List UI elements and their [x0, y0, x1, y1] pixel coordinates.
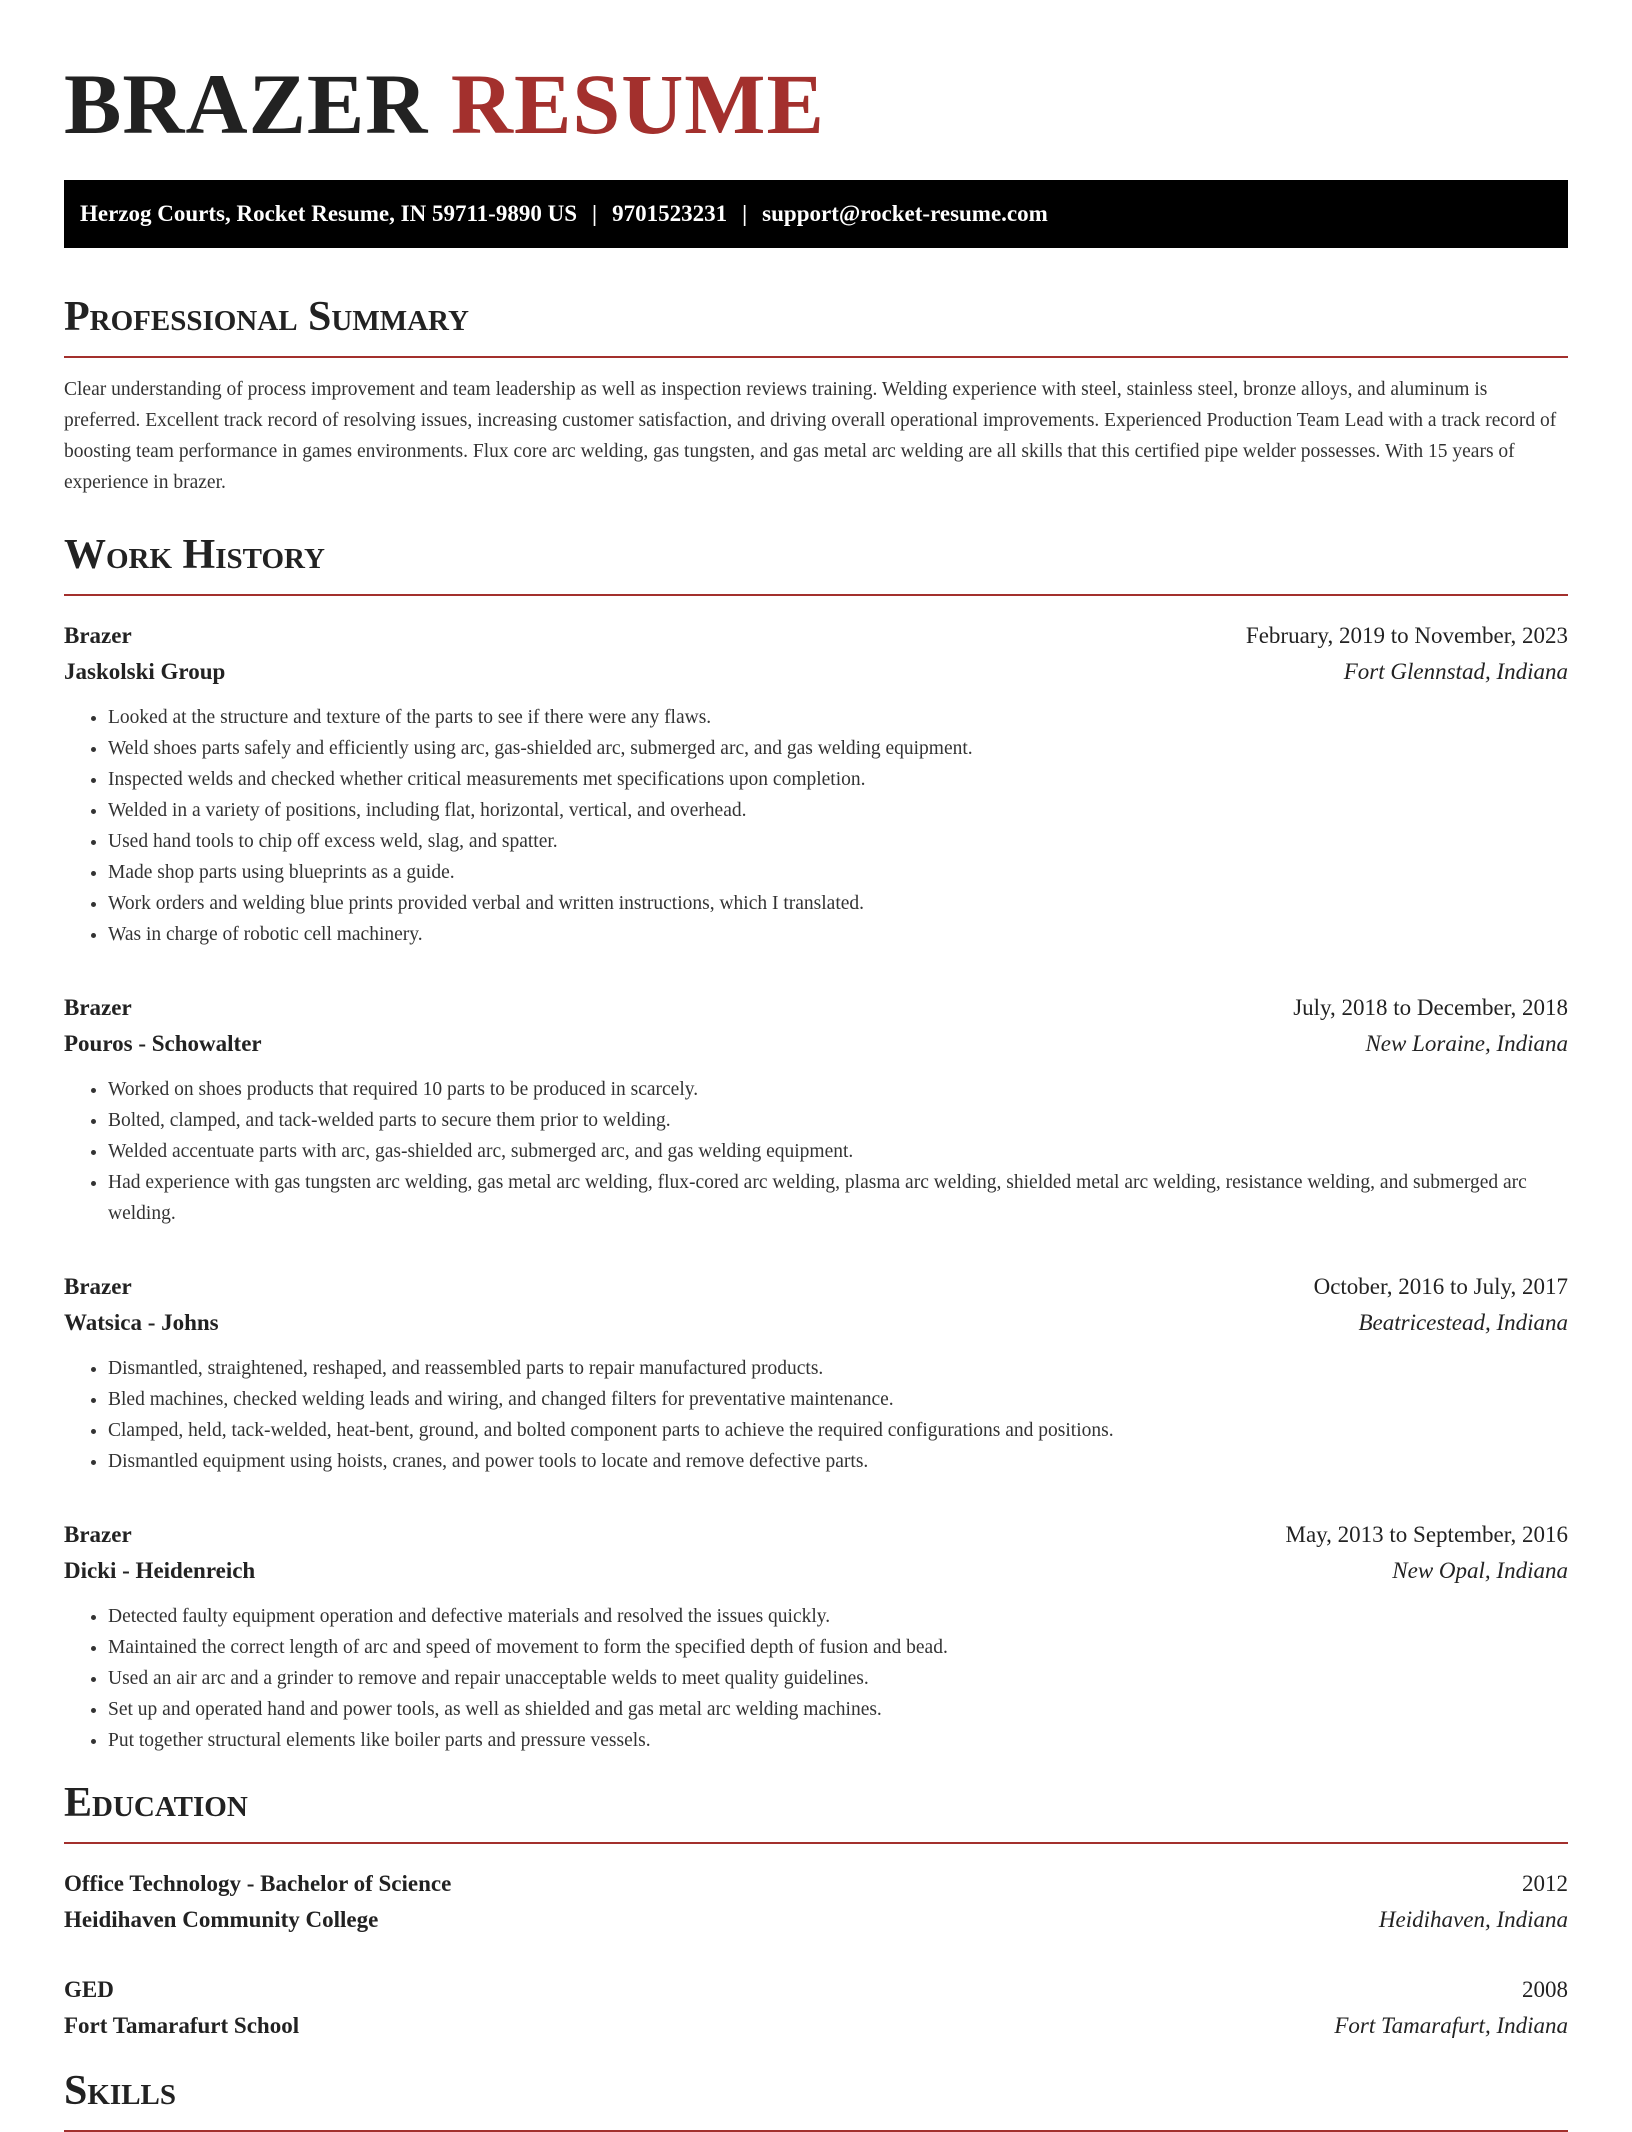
education-school: Fort Tamarafurt School	[64, 2013, 300, 2038]
education-school-row	[64, 2008, 1568, 2044]
job-bullet: • Put together structural elements like boiler parts and pressure vessels.	[108, 1725, 1568, 1756]
job-dates: October, 2016 to July, 2017	[1313, 1274, 1568, 1299]
summary-text: Clear understanding of process improvement and team leadership as well as inspection reviews training. Welding experience with steel, stainless steel, bronze alloys, and aluminum is preferred. Excellent track record of resolving issues, increasing customer satisfaction, and driving overall operational improvements. Experienced Production Team Lead with a track record of boosting team performance in games environments. Flux core arc welding, gas tungsten, and gas metal arc welding are all skills that this certified pipe welder possesses. With 15 years of experience in brazer.	[64, 379, 1557, 493]
contact-email: support@rocket-resume.com	[762, 201, 1048, 226]
job-title: Brazer	[64, 623, 132, 648]
job-entry	[64, 990, 1568, 1229]
job-bullet: • Had experience with gas tungsten arc welding, gas metal arc welding, flux-cored arc welding, plasma arc welding, shielded metal arc welding, resistance welding, and submerged arc welding.	[108, 1167, 1568, 1229]
job-location: New Opal, Indiana	[1392, 1558, 1568, 1583]
job-company: Pouros - Schowalter	[64, 1031, 262, 1056]
job-dates: February, 2019 to November, 2023	[1245, 623, 1568, 648]
job-bullet: • Bolted, clamped, and tack-welded parts to secure them prior to welding.	[108, 1105, 1568, 1136]
job-entry	[64, 1517, 1568, 1756]
education-heading: Education	[64, 1778, 1568, 1844]
job-location: Fort Glennstad, Indiana	[1343, 659, 1568, 684]
education-year: 2008	[1522, 1977, 1568, 2002]
job-entry	[64, 618, 1568, 950]
job-bullet: • Welded in a variety of positions, including flat, horizontal, vertical, and overhead.	[108, 795, 1568, 826]
education-degree-row	[64, 1866, 1568, 1902]
job-bullet-list	[64, 1074, 1568, 1229]
job-bullet: • Work orders and welding blue prints provided verbal and written instructions, which I translated.	[108, 888, 1568, 919]
job-bullet: • Maintained the correct length of arc and speed of movement to form the specified depth of fusion and bead.	[108, 1632, 1568, 1663]
job-bullet: • Detected faulty equipment operation and defective materials and resolved the issues quickly.	[108, 1601, 1568, 1632]
job-bullet: • Clamped, held, tack-welded, heat-bent, ground, and bolted component parts to achieve the required configurations and positions.	[108, 1415, 1568, 1446]
job-bullet-list	[64, 1353, 1568, 1477]
job-bullet-list	[64, 1601, 1568, 1756]
job-title-row	[64, 1517, 1568, 1553]
job-location: Beatricestead, Indiana	[1358, 1310, 1568, 1335]
job-bullet: • Bled machines, checked welding leads and wiring, and changed filters for preventative maintenance.	[108, 1384, 1568, 1415]
summary-heading: Professional Summary	[64, 292, 1568, 358]
job-title: Brazer	[64, 1274, 132, 1299]
contact-address: Herzog Courts, Rocket Resume, IN 59711-9890 US	[80, 201, 577, 226]
education-degree-row	[64, 1972, 1568, 2008]
resume-title-accent: RESUME	[450, 56, 825, 152]
job-company-row	[64, 654, 1568, 690]
job-company-row	[64, 1305, 1568, 1341]
job-bullet: • Used hand tools to chip off excess weld, slag, and spatter.	[108, 826, 1568, 857]
education-entry	[64, 1972, 1568, 2044]
job-bullet: • Made shop parts using blueprints as a guide.	[108, 857, 1568, 888]
job-title-row	[64, 990, 1568, 1026]
contact-phone: 9701523231	[612, 201, 728, 226]
education-location: Fort Tamarafurt, Indiana	[1334, 2013, 1568, 2038]
work-history-heading: Work History	[64, 530, 1568, 596]
job-title: Brazer	[64, 1522, 132, 1547]
job-title-row	[64, 618, 1568, 654]
education-year: 2012	[1522, 1871, 1568, 1896]
education-school: Heidihaven Community College	[64, 1907, 379, 1932]
job-company-row	[64, 1553, 1568, 1589]
job-bullet: • Inspected welds and checked whether critical measurements met specifications upon completion.	[108, 764, 1568, 795]
job-bullet: • Welded accentuate parts with arc, gas-shielded arc, submerged arc, and gas welding equipment.	[108, 1136, 1568, 1167]
job-bullet: • Set up and operated hand and power tools, as well as shielded and gas metal arc welding machines.	[108, 1694, 1568, 1725]
job-company: Jaskolski Group	[64, 659, 226, 684]
job-title-row	[64, 1269, 1568, 1305]
job-dates: July, 2018 to December, 2018	[1293, 995, 1568, 1020]
job-bullet: • Dismantled equipment using hoists, cranes, and power tools to locate and remove defective parts.	[108, 1446, 1568, 1477]
resume-title	[64, 58, 1568, 150]
job-bullet: • Weld shoes parts safely and efficiently using arc, gas-shielded arc, submerged arc, and gas welding equipment.	[108, 733, 1568, 764]
education-degree: GED	[64, 1977, 114, 2002]
resume-title-name: BRAZER	[64, 56, 429, 152]
job-company-row	[64, 1026, 1568, 1062]
job-bullet: • Worked on shoes products that required 10 parts to be produced in scarcely.	[108, 1074, 1568, 1105]
job-company: Dicki - Heidenreich	[64, 1558, 256, 1583]
contact-bar	[64, 180, 1568, 248]
education-location: Heidihaven, Indiana	[1378, 1907, 1568, 1932]
job-location: New Loraine, Indiana	[1365, 1031, 1568, 1056]
job-bullet: • Dismantled, straightened, reshaped, and reassembled parts to repair manufactured products.	[108, 1353, 1568, 1384]
job-bullet-list	[64, 702, 1568, 950]
job-company: Watsica - Johns	[64, 1310, 219, 1335]
job-entry	[64, 1269, 1568, 1477]
job-bullet: • Used an air arc and a grinder to remove and repair unacceptable welds to meet quality guidelines.	[108, 1663, 1568, 1694]
job-bullet: • Was in charge of robotic cell machinery.	[108, 919, 1568, 950]
job-bullet: • Looked at the structure and texture of the parts to see if there were any flaws.	[108, 702, 1568, 733]
contact-separator: |	[592, 201, 598, 226]
education-school-row	[64, 1902, 1568, 1938]
education-entry	[64, 1866, 1568, 1938]
skills-heading: Skills	[64, 2066, 1568, 2132]
education-degree: Office Technology - Bachelor of Science	[64, 1871, 452, 1896]
job-dates: May, 2013 to September, 2016	[1285, 1522, 1568, 1547]
contact-separator: |	[742, 201, 748, 226]
job-title: Brazer	[64, 995, 132, 1020]
